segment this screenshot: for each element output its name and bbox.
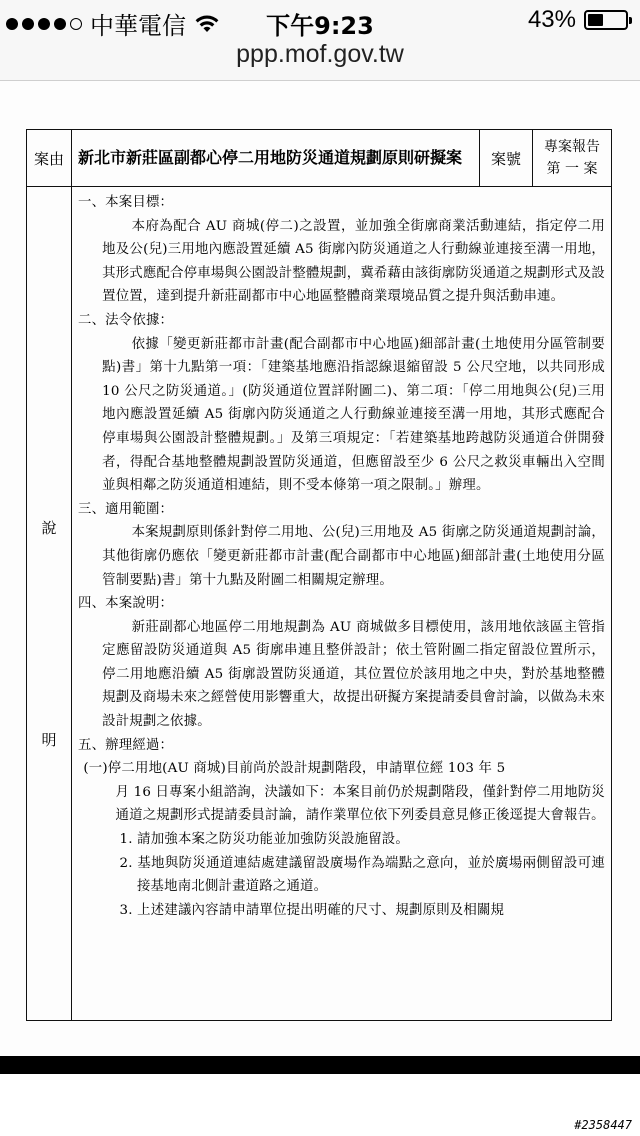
- url-text[interactable]: ppp.mof.gov.tw: [236, 40, 404, 68]
- document-view[interactable]: [0, 81, 640, 1056]
- explanation-label-char-1: 說: [41, 519, 57, 537]
- section-heading: 四、本案說明：: [78, 596, 174, 612]
- case-index: 第 一 案: [546, 161, 598, 177]
- section-legal-basis: [78, 309, 605, 498]
- process-item: 1. 請加強本案之防災功能並加強防災設施留設。: [119, 832, 409, 848]
- section-description: [78, 592, 605, 734]
- process-sub-heading: (一)停二用地(AU 商城)目前尚於設計規劃階段，申請單位經 103 年 5: [83, 761, 506, 777]
- battery-nub: [629, 17, 632, 24]
- process-sub-continuation: 月 16 日專案小組諮詢，決議如下：本案目前仍於規劃階段，僅針對停二用地防災通道之規劃形式提請委員討論，請作業單位依下列委員意見修正後逕提大會報告。: [115, 784, 605, 824]
- case-number-label: 案號: [480, 130, 533, 187]
- case-reason-label: 案由: [27, 130, 72, 187]
- status-bar: [0, 0, 640, 40]
- section-heading: 二、法令依據：: [78, 312, 174, 328]
- section-scope: [78, 498, 605, 592]
- explanation-body: [72, 187, 612, 1021]
- process-item: 2. 基地與防災通道連結處建議留設廣場作為端點之意向，並於廣場兩側留設可連接基地南北側計畫道路之通道。: [119, 855, 605, 895]
- process-item: 3. 上述建議內容請申請單位提出明確的尺寸、規劃原則及相關規: [119, 902, 505, 918]
- status-right: [528, 6, 628, 34]
- battery-percent: 43%: [527, 6, 576, 33]
- body-row: [27, 187, 612, 1021]
- footer-area: [0, 1074, 640, 1136]
- section-process: [78, 734, 605, 923]
- battery-icon: [584, 10, 628, 30]
- case-number-value: [533, 130, 612, 187]
- case-title: 新北市新莊區副都心停二用地防災通道規劃原則研擬案: [72, 130, 480, 187]
- explanation-label-cell: [27, 187, 72, 1021]
- carrier-name: 中華電信: [90, 12, 186, 40]
- section-heading: 三、適用範圍：: [78, 501, 174, 517]
- section-paragraph: 本府為配合 AU 商城(停二)之設置，並加強全街廓商業活動連結，指定停二用地及公(兒)三用地內應設置延續 A5 街廓內防災通道之人行動線並連接至溝一用地，其形式應配合停車場與公園設計整體規劃，冀希藉由該街廓防災通道之規劃形式及設置位置，達到提升新莊副都市中心地區整體商業環境品質之提升與活動串連。: [102, 218, 605, 305]
- section-paragraph: 依據「變更新莊都市計畫(配合副都市中心地區)細部計畫(土地使用分區管制要點)書」第十九點第一項：「建築基地應沿指認線退縮留設 5 公尺空地，以共同形成 10 公尺之防災通道。」(防災通道位置詳附圖二)、第二項：「停二用地與公(兒)三用地內應設置延續 A5 街廓內防災通道之人行動線並連接至溝一用地，其形式應配合停車場與公園設計整體規劃。」及第三項規定：「若建築基地跨越防災通道合併開發者，得配合基地整體規劃設置防災通道，但應留設至少 6 公尺之救災車輛出入空間並與相鄰之防災通道相連結，則不受本條第一項之限制。」辦理。: [102, 336, 605, 494]
- bottom-toolbar: [0, 1056, 640, 1074]
- header-row: [27, 130, 612, 187]
- watermark-id: #2358447: [574, 1118, 632, 1132]
- battery-fill: [588, 14, 603, 26]
- explanation-label-char-2: 明: [41, 731, 57, 749]
- section-paragraph: 本案規劃原則係針對停二用地、公(兒)三用地及 A5 街廓之防災通道規劃討論，其他街廓仍應依「變更新莊都市計畫(配合副都市中心地區)細部計畫(土地使用分區管制要點)書」第十九點及附圖二相關規定辦理。: [102, 525, 605, 588]
- section-heading: 五、辦理經過：: [78, 737, 174, 753]
- section-heading: 一、本案目標：: [78, 195, 174, 210]
- clock: 下午9:23: [266, 12, 374, 40]
- section-paragraph: 新莊副都心地區停二用地規劃為 AU 商城做多目標使用，該用地依該區主管指定應留設防災通道與 A5 街廓串連且整併設計；依土管附圖二指定留設位置所示，停二用地應沿續 A5 街廓設置防災通道，其位置位於該用地之中央，對於基地整體規劃及商場未來之經營使用影響重大，故提出研擬方案提請委員會討論，以做為未來設計規劃之依據。: [102, 619, 605, 730]
- case-type: 專案報告: [544, 139, 600, 155]
- section-objective: [78, 191, 605, 309]
- case-form-table: [26, 129, 612, 1021]
- url-bar[interactable]: [0, 40, 640, 81]
